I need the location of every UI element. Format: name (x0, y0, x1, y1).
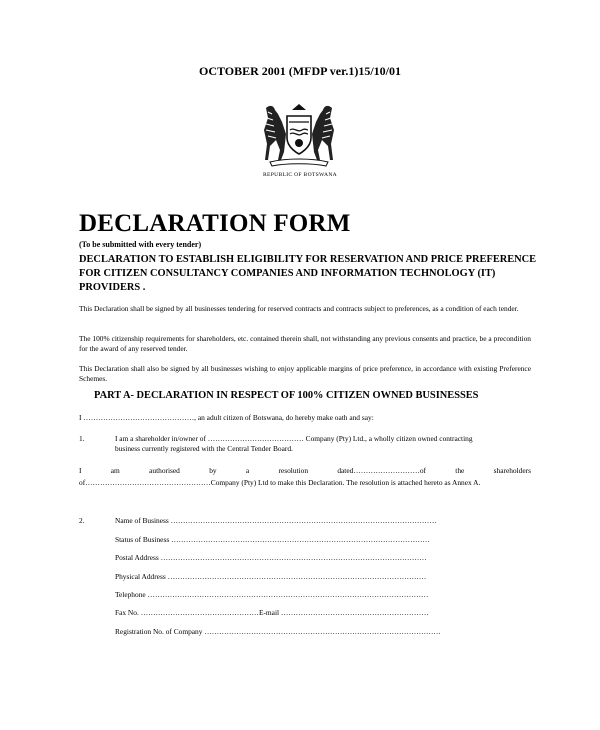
auth-word: by (209, 466, 217, 475)
auth-word: am (110, 466, 120, 475)
document-reference: OCTOBER 2001 (MFDP ver.1)15/10/01 (199, 64, 401, 78)
authorisation-line (79, 466, 531, 475)
field-fax-email[interactable]: Fax No. …………………………………………E-mail …………………………………………………… (115, 608, 429, 617)
auth-word: resolution (278, 466, 309, 475)
instruction-paragraph: The 100% citizenship requirements for shareholders, etc. contained therein shall, not withstanding any previous consents and practice, be a precondition for the award of any reserved tender. (79, 334, 531, 353)
field-status-of-business[interactable]: Status of Business …………………………………………………………………………………………… (115, 535, 430, 544)
oath-line: I ………………………………………, an adult citizen of Botswana, do hereby make oath and say: (79, 413, 374, 422)
auth-word: the (455, 466, 465, 475)
item1-line: business currently registered with the Central Tender Board. (115, 444, 293, 453)
auth-word: dated………………………of (337, 466, 426, 475)
instruction-paragraph: This Declaration shall also be signed by all businesses wishing to enjoy applicable margins of price preference, in accordance with existing Preference Schemes. (79, 364, 531, 383)
field-telephone[interactable]: Telephone …………………………………………………………………………………………………… (115, 590, 429, 599)
emblem-caption: REPUBLIC OF BOTSWANA (262, 172, 338, 178)
form-title: DECLARATION FORM (79, 210, 351, 237)
instruction-paragraph: This Declaration shall be signed by all businesses tendering for reserved contracts and contracts subject to preferences, as a condition of each tender. (79, 304, 519, 313)
coat-of-arms-emblem (256, 100, 342, 170)
auth-word: authorised (149, 466, 180, 475)
auth-word: a (245, 466, 250, 475)
field-physical-address[interactable]: Physical Address …………………………………………………………………………………………… (115, 572, 427, 581)
part-a-heading: PART A- DECLARATION IN RESPECT OF 100% CITIZEN OWNED BUSINESSES (94, 390, 479, 401)
item-number: 1. (79, 434, 85, 443)
item-number: 2. (79, 516, 85, 525)
field-name-of-business[interactable]: Name of Business ……………………………………………………………………………………………… (115, 516, 437, 525)
item1-line: I am a shareholder in/owner of ………………………………… Company (Pty) Ltd., a wholly citizen owned contracting (115, 434, 473, 443)
field-postal-address[interactable]: Postal Address ……………………………………………………………………………………………… (115, 553, 427, 562)
auth-word: shareholders (493, 466, 531, 475)
field-registration-number[interactable]: Registration No. of Company …………………………………………………………………………………… (115, 627, 441, 636)
form-subtitle: (To be submitted with every tender) (79, 240, 202, 249)
form-heading: DECLARATION TO ESTABLISH ELIGIBILITY FOR RESERVATION AND PRICE PREFERENCE FOR CITIZEN CONSULTANCY COMPANIES AND INFORMATION TECHNOLOGY (IT) PROVIDERS . (79, 254, 537, 293)
authorisation-line-continued: of……………………………………………Company (Pty) Ltd to make this Declaration. The resolution is attached hereto as Annex A. (79, 478, 481, 487)
auth-word: I (79, 466, 82, 475)
